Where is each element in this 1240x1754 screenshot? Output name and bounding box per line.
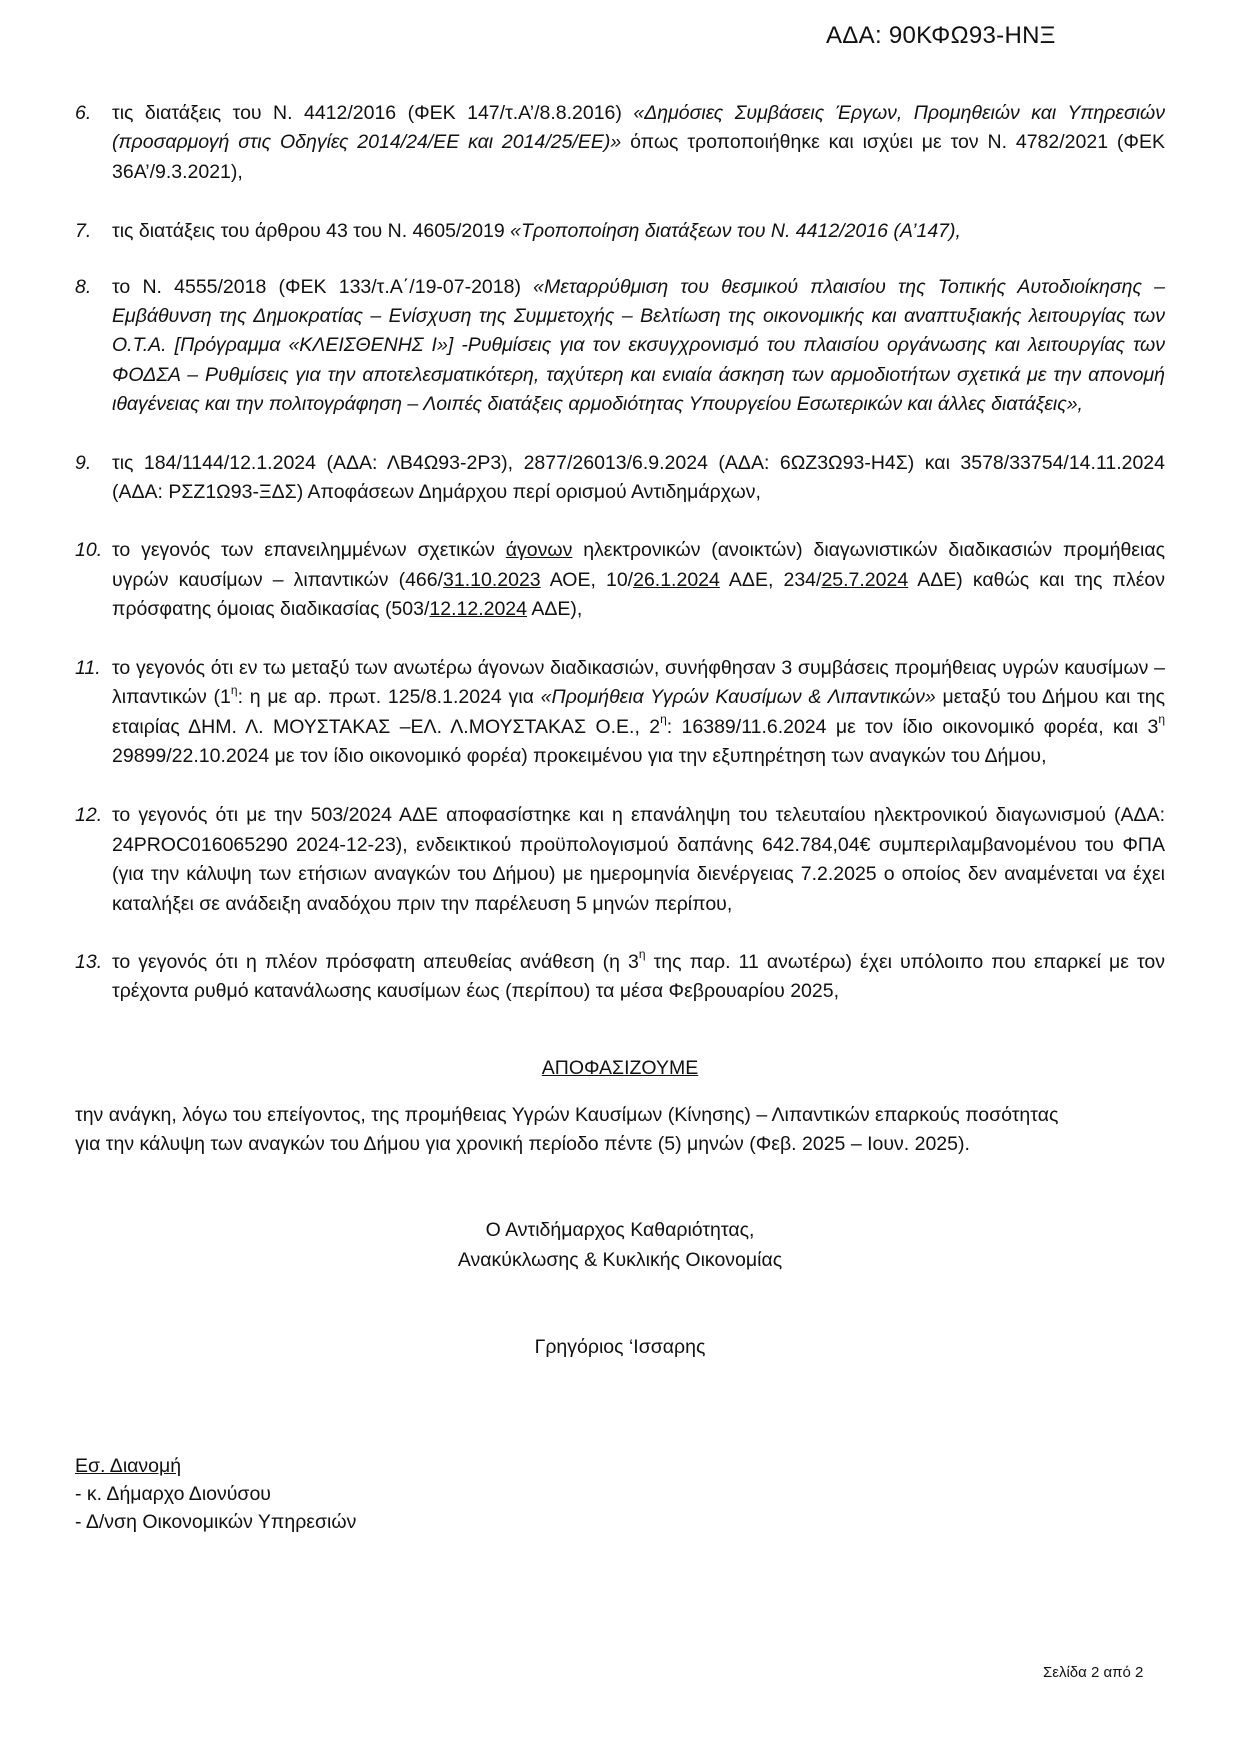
item-text: ΑΔΕ, 234/ — [719, 568, 822, 591]
list-item — [75, 536, 1165, 624]
superscript: η — [1158, 712, 1165, 726]
item-text: το γεγονός ότι με την 503/2024 ΑΔΕ αποφασίστηκε και η επανάληψη του τελευταίου ηλεκτρονικού διαγωνισμού (ΑΔΑ: 24PROC016065290 2024-12-23), ενδεικτικού προϋπολογισμού δαπάνης 642.784,04€ συμπεριλαμβανομένου του ΦΠΑ (για την κάλυψη των ετήσιων αναγκών του Δήμου) με ημερομηνία διενέργειας 7.2.2025 ο οποίος δεν αναμένεται να έχει καταλήξει σε ανάδειξη αναδόχου πριν την παρέλευση 5 μηνών περίπου, — [112, 804, 1165, 915]
item-text: ΑΟΕ, 10/ — [540, 568, 634, 591]
superscript: η — [638, 947, 646, 962]
list-item — [75, 948, 1165, 1007]
item-text: 29899/22.10.2024 με τον ίδιο οικονομικό φορέα) προκειμένου για την εξυπηρέτηση των αναγκών του Δήμου, — [112, 744, 1047, 767]
item-text: μεταξύ του Δήμου και της εταιρίας ΔΗΜ. Λ. ΜΟΥΣΤΑΚΑΣ –ΕΛ. Λ.ΜΟΥΣΤΑΚΑΣ Ο.Ε., 2 — [112, 686, 1165, 738]
list-item — [75, 217, 1165, 246]
list-item — [75, 654, 1165, 772]
signature-block — [380, 1215, 860, 1275]
item-number: 6. — [75, 102, 92, 124]
item-text: τις διατάξεις του Ν. 4412/2016 (ΦΕΚ 147/τ.Α’/8.8.2016) — [112, 102, 634, 124]
decision-line: την ανάγκη, λόγω του επείγοντος, της προμήθειας Υγρών Καυσίμων (Κίνησης) – Λιπαντικών επαρκούς ποσότητας — [75, 1104, 1059, 1126]
item-text: : η με αρ. πρωτ. 125/8.1.2024 για — [237, 686, 541, 709]
item-number: 13. — [75, 950, 103, 973]
ada-header: ΑΔΑ: 90ΚΦΩ93-ΗΝΞ — [826, 22, 1056, 49]
underlined-date: 31.10.2023 — [443, 568, 541, 591]
law-title: «Τροποποίηση διατάξεων του Ν. 4412/2016 (Α’147), — [510, 220, 961, 243]
decision-heading-text: ΑΠΟΦΑΣΙΖΟΥΜΕ — [541, 1057, 699, 1079]
distribution-item: - Δ/νση Οικονομικών Υπηρεσιών — [75, 1511, 357, 1533]
item-number: 10. — [75, 539, 103, 562]
distribution-item: - κ. Δήμαρχο Διονύσου — [75, 1483, 271, 1505]
considerations-list — [75, 99, 1165, 1036]
superscript: η — [230, 682, 238, 697]
item-text: ΑΔΕ), — [527, 598, 583, 621]
item-text: τις 184/1144/12.1.2024 (ΑΔΑ: ΛΒ4Ω93-2Ρ3), 2877/26013/6.9.2024 (ΑΔΑ: 6ΩΖ3Ω93-Η4Σ) και 3578/33754/14.11.2024 (ΑΔΑ: ΡΣΖ1Ω93-ΞΔΣ) Αποφάσεων Δημάρχου περί ορισμού Αντιδημάρχων, — [112, 451, 1165, 504]
item-number: 8. — [75, 275, 92, 298]
item-text: το γεγονός ότι η πλέον πρόσφατη απευθείας ανάθεση (η 3 — [112, 950, 639, 973]
signatory-title: Ανακύκλωσης & Κυκλικής Οικονομίας — [457, 1249, 783, 1271]
item-number: 7. — [75, 220, 92, 243]
item-text: το γεγονός των επανειλημμένων σχετικών — [112, 539, 506, 562]
item-text: της παρ. 11 ανωτέρω) έχει υπόλοιπο που επαρκεί με τον τρέχοντα ρυθμό κατανάλωσης καυσίμων έως (περίπου) τα μέσα Φεβρουαρίου 2025, — [112, 950, 1166, 1003]
list-item — [75, 99, 1165, 187]
superscript: η — [660, 712, 667, 726]
decision-line: για την κάλυψη των αναγκών του Δήμου για χρονική περίοδο πέντε (5) μηνών (Φεβ. 2025 – Ιουν. 2025). — [75, 1133, 970, 1155]
decision-body — [75, 1101, 1165, 1159]
list-item — [75, 273, 1165, 420]
underlined-date: 26.1.2024 — [633, 568, 720, 591]
item-text: τις διατάξεις του άρθρου 43 του Ν. 4605/2019 — [112, 220, 511, 243]
item-number: 11. — [75, 656, 101, 679]
underlined-text: άγονων — [505, 539, 573, 562]
item-text: ΑΔΕ) καθώς και της πλέον πρόσφατης όμοιας διαδικασίας (503/ — [112, 568, 1166, 621]
page-number: Σελίδα 2 από 2 — [1043, 1664, 1144, 1681]
item-number: 9. — [75, 451, 92, 474]
item-number: 12. — [75, 804, 103, 827]
underlined-date: 25.7.2024 — [821, 568, 909, 591]
decision-heading — [0, 1057, 1240, 1080]
item-text: το Ν. 4555/2018 (ΦΕΚ 133/τ.Α΄/19-07-2018) — [112, 275, 534, 298]
item-text: ηλεκτρονικών (ανοικτών) διαγωνιστικών διαδικασιών προμήθειας υγρών καυσίμων – λιπαντικών (466/ — [112, 539, 1165, 591]
law-title: «Μεταρρύθμιση του θεσμικού πλαισίου της Τοπικής Αυτοδιοίκησης – Εμβάθυνση της Δημοκρατίας – Ενίσχυση της Συμμετοχής – Βελτίωση της οικονομικής και αναπτυξιακής λειτουργίας των Ο.Τ.Α. [Πρόγραμμα «ΚΛΕΙΣΘΕΝΗΣ Ι»] -Ρυθμίσεις για τον εκσυγχρονισμό του πλαισίου οργάνωσης και λειτουργίας των ΦΟΔΣΑ – Ρυθμίσεις για την αποτελεσματικότερη, ταχύτερη και ενιαία άσκηση των αρμοδιοτήτων σχετικά με την απονομή ιθαγένειας και την πολιτογράφηση – Λοιπές διατάξεις αρμοδιότητας Υπουργείου Εσωτερικών και άλλες διατάξεις», — [112, 275, 1165, 416]
item-text: το γεγονός ότι εν τω μεταξύ των ανωτέρω άγονων διαδικασιών, συνήφθησαν 3 συμβάσεις προμήθειας υγρών καυσίμων – λιπαντικών (1 — [112, 656, 1165, 709]
signatory-title: Ο Αντιδήμαρχος Καθαριότητας, — [485, 1219, 755, 1241]
distribution-list — [75, 1452, 356, 1536]
contract-title: «Προμήθεια Υγρών Καυσίμων & Λιπαντικών» — [540, 686, 936, 709]
list-item — [75, 449, 1165, 508]
law-title: «Δημόσιες Συμβάσεις Έργων, Προμηθειών και Υπηρεσιών (προσαρμογή στις Οδηγίες 2014/24/ΕΕ και 2014/25/ΕΕ)» — [112, 102, 1165, 154]
signatory-name: Γρηγόριος ‘Ισσαρης — [534, 1336, 706, 1358]
distribution-heading: Εσ. Διανομή — [75, 1455, 182, 1477]
underlined-date: 12.12.2024 — [429, 598, 527, 621]
item-text: : 16389/11.6.2024 με τον ίδιο οικονομικό φορέα, και 3 — [666, 715, 1159, 738]
item-text: όπως τροποποιήθηκε και ισχύει με τον Ν. 4782/2021 (ΦΕΚ 36Α’/9.3.2021), — [112, 131, 1165, 183]
list-item — [75, 801, 1165, 919]
